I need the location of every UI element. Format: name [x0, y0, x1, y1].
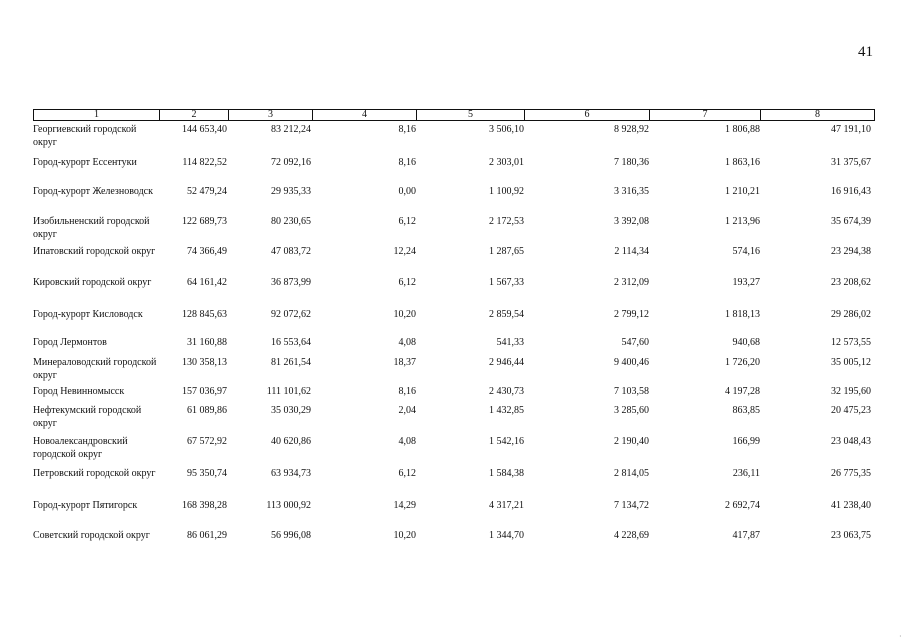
cell-col-7: 417,87	[732, 530, 760, 541]
cell-col-2: 61 089,86	[187, 405, 227, 416]
cell-col-3: 83 212,24	[271, 124, 311, 135]
cell-col-4: 6,12	[398, 468, 416, 479]
cell-col-6: 8 928,92	[614, 124, 649, 135]
cell-col-3: 40 620,86	[271, 436, 311, 447]
row-name: Город-курорт Ессентуки	[33, 157, 137, 168]
row-name: Новоалександровский городской округ	[33, 436, 128, 460]
cell-col-2: 168 398,28	[182, 500, 227, 511]
cell-col-8: 23 294,38	[831, 246, 871, 257]
cell-col-5: 1 542,16	[489, 436, 524, 447]
cell-col-8: 29 286,02	[831, 309, 871, 320]
cell-col-4: 6,12	[398, 216, 416, 227]
row-name: Город-курорт Железноводск	[33, 186, 153, 197]
cell-col-6: 7 180,36	[614, 157, 649, 168]
cell-col-2: 52 479,24	[187, 186, 227, 197]
cell-col-4: 8,16	[398, 157, 416, 168]
cell-col-7: 1 806,88	[725, 124, 760, 135]
cell-col-6: 7 103,58	[614, 386, 649, 397]
cell-col-4: 6,12	[398, 277, 416, 288]
cell-col-4: 0,00	[398, 186, 416, 197]
cell-col-3: 92 072,62	[271, 309, 311, 320]
cell-col-5: 2 859,54	[489, 309, 524, 320]
cell-col-2: 144 653,40	[182, 124, 227, 135]
cell-col-3: 63 934,73	[271, 468, 311, 479]
header-cell-2: 2	[160, 110, 229, 120]
cell-col-5: 2 946,44	[489, 357, 524, 368]
cell-col-8: 23 048,43	[831, 436, 871, 447]
cell-col-2: 130 358,13	[182, 357, 227, 368]
cell-col-4: 4,08	[398, 337, 416, 348]
cell-col-8: 26 775,35	[831, 468, 871, 479]
cell-col-5: 4 317,21	[489, 500, 524, 511]
cell-col-2: 86 061,29	[187, 530, 227, 541]
cell-col-3: 35 030,29	[271, 405, 311, 416]
row-name: Город-курорт Кисловодск	[33, 309, 143, 320]
cell-col-6: 4 228,69	[614, 530, 649, 541]
cell-col-7: 940,68	[732, 337, 760, 348]
cell-col-8: 35 005,12	[831, 357, 871, 368]
header-cell-5: 5	[417, 110, 525, 120]
cell-col-3: 56 996,08	[271, 530, 311, 541]
cell-col-5: 1 432,85	[489, 405, 524, 416]
cell-col-6: 3 316,35	[614, 186, 649, 197]
cell-col-5: 1 344,70	[489, 530, 524, 541]
cell-col-7: 1 818,13	[725, 309, 760, 320]
cell-col-3: 80 230,65	[271, 216, 311, 227]
cell-col-8: 35 674,39	[831, 216, 871, 227]
row-name: Город Лермонтов	[33, 337, 107, 348]
cell-col-8: 32 195,60	[831, 386, 871, 397]
cell-col-5: 3 506,10	[489, 124, 524, 135]
row-name: Нефтекумский городской округ	[33, 405, 142, 429]
cell-col-4: 12,24	[393, 246, 416, 257]
cell-col-3: 111 101,62	[266, 386, 311, 397]
cell-col-3: 113 000,92	[266, 500, 311, 511]
cell-col-3: 29 935,33	[271, 186, 311, 197]
header-cell-8: 8	[815, 109, 820, 120]
cell-col-8: 31 375,67	[831, 157, 871, 168]
cell-col-7: 863,85	[732, 405, 760, 416]
cell-col-3: 47 083,72	[271, 246, 311, 257]
row-name: Советский городской округ	[33, 530, 150, 541]
cell-col-7: 1 863,16	[725, 157, 760, 168]
cell-col-2: 122 689,73	[182, 216, 227, 227]
cell-col-7: 166,99	[732, 436, 760, 447]
page-number: 41	[858, 44, 873, 60]
row-name: Петровский городской округ	[33, 468, 156, 479]
header-cell-7: 7	[650, 110, 761, 120]
cell-col-7: 2 692,74	[725, 500, 760, 511]
cell-col-5: 2 172,53	[489, 216, 524, 227]
cell-col-2: 95 350,74	[187, 468, 227, 479]
row-name: Город Невинномысск	[33, 386, 125, 397]
cell-col-2: 128 845,63	[182, 309, 227, 320]
cell-col-5: 541,33	[496, 337, 524, 348]
cell-col-6: 3 285,60	[614, 405, 649, 416]
cell-col-2: 67 572,92	[187, 436, 227, 447]
cell-col-2: 74 366,49	[187, 246, 227, 257]
cell-col-3: 81 261,54	[271, 357, 311, 368]
cell-col-5: 1 100,92	[489, 186, 524, 197]
header-cell-4: 4	[313, 110, 417, 120]
cell-col-8: 47 191,10	[831, 124, 871, 135]
header-cell-3: 3	[229, 110, 313, 120]
cell-col-6: 2 190,40	[614, 436, 649, 447]
cell-col-6: 2 814,05	[614, 468, 649, 479]
cell-col-4: 8,16	[398, 386, 416, 397]
cell-col-6: 547,60	[621, 337, 649, 348]
cell-col-3: 36 873,99	[271, 277, 311, 288]
cell-col-5: 2 303,01	[489, 157, 524, 168]
table-header	[33, 109, 875, 121]
cell-col-8: 41 238,40	[831, 500, 871, 511]
header-cell-6: 6	[525, 110, 650, 120]
cell-col-4: 18,37	[393, 357, 416, 368]
cell-col-7: 574,16	[732, 246, 760, 257]
cell-col-2: 31 160,88	[187, 337, 227, 348]
cell-col-5: 1 584,38	[489, 468, 524, 479]
row-name: Кировский городской округ	[33, 277, 152, 288]
cell-col-4: 10,20	[393, 530, 416, 541]
cell-col-4: 14,29	[393, 500, 416, 511]
cell-col-7: 236,11	[732, 468, 760, 479]
cell-col-3: 72 092,16	[271, 157, 311, 168]
cell-col-5: 1 567,33	[489, 277, 524, 288]
cell-col-2: 157 036,97	[182, 386, 227, 397]
edge-mark: ·	[899, 632, 902, 641]
cell-col-5: 1 287,65	[489, 246, 524, 257]
cell-col-4: 4,08	[398, 436, 416, 447]
cell-col-8: 16 916,43	[831, 186, 871, 197]
cell-col-4: 10,20	[393, 309, 416, 320]
cell-col-7: 1 726,20	[725, 357, 760, 368]
cell-col-4: 2,04	[398, 405, 416, 416]
row-name: Город-курорт Пятигорск	[33, 500, 138, 511]
row-name: Изобильненский городской округ	[33, 216, 150, 240]
cell-col-8: 23 063,75	[831, 530, 871, 541]
cell-col-6: 2 799,12	[614, 309, 649, 320]
row-name: Ипатовский городской округ	[33, 246, 156, 257]
cell-col-6: 9 400,46	[614, 357, 649, 368]
row-name: Минераловодский городской округ	[33, 357, 157, 381]
cell-col-7: 193,27	[732, 277, 760, 288]
cell-col-8: 20 475,23	[831, 405, 871, 416]
cell-col-7: 4 197,28	[725, 386, 760, 397]
cell-col-6: 3 392,08	[614, 216, 649, 227]
cell-col-6: 7 134,72	[614, 500, 649, 511]
cell-col-8: 12 573,55	[831, 337, 871, 348]
row-name: Георгиевский городской округ	[33, 124, 137, 148]
cell-col-8: 23 208,62	[831, 277, 871, 288]
cell-col-2: 64 161,42	[187, 277, 227, 288]
cell-col-7: 1 213,96	[725, 216, 760, 227]
cell-col-4: 8,16	[398, 124, 416, 135]
header-cell-1: 1	[34, 110, 160, 120]
cell-col-6: 2 312,09	[614, 277, 649, 288]
cell-col-6: 2 114,34	[614, 246, 649, 257]
cell-col-3: 16 553,64	[271, 337, 311, 348]
cell-col-7: 1 210,21	[725, 186, 760, 197]
cell-col-5: 2 430,73	[489, 386, 524, 397]
cell-col-2: 114 822,52	[182, 157, 227, 168]
